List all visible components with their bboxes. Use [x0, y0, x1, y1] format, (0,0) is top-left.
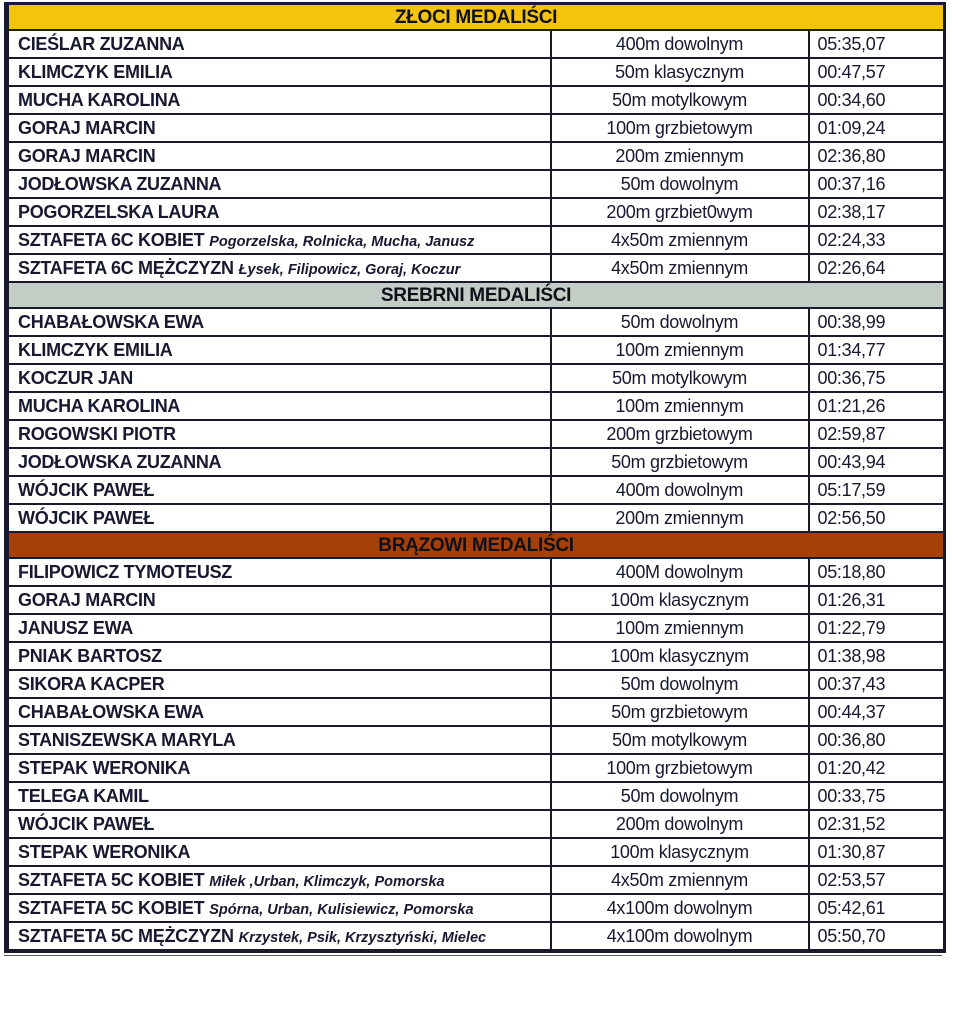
name-cell [7, 894, 551, 922]
name-cell [7, 58, 551, 86]
bottom-rule [4, 955, 942, 956]
time-cell: 05:18,80 [809, 558, 945, 586]
name-cell [7, 922, 551, 951]
event-cell: 400m dowolnym [551, 30, 809, 58]
time-cell: 00:33,75 [809, 782, 945, 810]
name-cell [7, 30, 551, 58]
table-row [7, 838, 945, 866]
event-cell: 50m dowolnym [551, 308, 809, 336]
name-cell [7, 614, 551, 642]
athlete-name: KLIMCZYK EMILIA [18, 340, 173, 360]
name-cell [7, 308, 551, 336]
athlete-name: GORAJ MARCIN [18, 590, 156, 610]
table-row [7, 364, 945, 392]
athlete-name: SZTAFETA 5C KOBIET [18, 897, 205, 918]
name-cell [7, 476, 551, 504]
athlete-name: SZTAFETA 6C KOBIET [18, 229, 205, 250]
time-cell: 02:26,64 [809, 254, 945, 282]
event-cell: 200m zmiennym [551, 504, 809, 532]
athlete-name: JANUSZ EWA [18, 618, 134, 638]
event-cell: 4x100m dowolnym [551, 894, 809, 922]
name-cell [7, 754, 551, 782]
event-cell: 100m klasycznym [551, 586, 809, 614]
athlete-name: SZTAFETA 5C KOBIET [18, 869, 205, 890]
event-cell: 200m grzbiet0wym [551, 198, 809, 226]
name-cell [7, 642, 551, 670]
athlete-name: MUCHA KAROLINA [18, 396, 181, 416]
event-cell: 50m dowolnym [551, 170, 809, 198]
name-cell [7, 254, 551, 282]
name-cell [7, 364, 551, 392]
name-cell [7, 226, 551, 254]
table-row [7, 670, 945, 698]
time-cell: 00:47,57 [809, 58, 945, 86]
name-cell [7, 586, 551, 614]
time-cell: 02:24,33 [809, 226, 945, 254]
table-row [7, 558, 945, 586]
event-cell: 50m motylkowym [551, 726, 809, 754]
athlete-name: SZTAFETA 6C MĘŻCZYZN [18, 257, 234, 278]
time-cell: 00:36,80 [809, 726, 945, 754]
time-cell: 01:22,79 [809, 614, 945, 642]
table-row [7, 114, 945, 142]
event-cell: 200m zmiennym [551, 142, 809, 170]
athlete-name: KOCZUR JAN [18, 368, 134, 388]
time-cell: 01:38,98 [809, 642, 945, 670]
name-cell [7, 114, 551, 142]
athlete-name: MUCHA KAROLINA [18, 90, 181, 110]
table-row [7, 86, 945, 114]
event-cell: 50m dowolnym [551, 670, 809, 698]
event-cell: 50m grzbietowym [551, 698, 809, 726]
event-cell: 400m dowolnym [551, 476, 809, 504]
table-row [7, 894, 945, 922]
table-row [7, 726, 945, 754]
table-row [7, 698, 945, 726]
event-cell: 100m zmiennym [551, 336, 809, 364]
name-cell [7, 336, 551, 364]
time-cell: 01:34,77 [809, 336, 945, 364]
section-title: BRĄZOWI MEDALIŚCI [7, 532, 945, 558]
name-cell [7, 670, 551, 698]
section-title: SREBRNI MEDALIŚCI [7, 282, 945, 308]
name-cell [7, 420, 551, 448]
time-cell: 00:34,60 [809, 86, 945, 114]
name-cell [7, 838, 551, 866]
table-row [7, 922, 945, 951]
athlete-name: POGORZELSKA LAURA [18, 202, 220, 222]
event-cell: 200m dowolnym [551, 810, 809, 838]
athlete-name: STEPAK WERONIKA [18, 842, 191, 862]
time-cell: 05:35,07 [809, 30, 945, 58]
name-cell [7, 448, 551, 476]
name-cell [7, 782, 551, 810]
time-cell: 01:09,24 [809, 114, 945, 142]
time-cell: 00:37,43 [809, 670, 945, 698]
athlete-name: ROGOWSKI PIOTR [18, 424, 176, 444]
athlete-name: WÓJCIK PAWEŁ [18, 814, 155, 834]
table-body [7, 4, 945, 952]
table-row [7, 810, 945, 838]
event-cell: 100m zmiennym [551, 614, 809, 642]
event-cell: 400M dowolnym [551, 558, 809, 586]
athlete-name: JODŁOWSKA ZUZANNA [18, 452, 222, 472]
table-row [7, 782, 945, 810]
table-row [7, 30, 945, 58]
table-row [7, 58, 945, 86]
name-cell [7, 726, 551, 754]
event-cell: 50m motylkowym [551, 364, 809, 392]
name-cell [7, 392, 551, 420]
name-cell [7, 810, 551, 838]
table-row [7, 198, 945, 226]
time-cell: 05:17,59 [809, 476, 945, 504]
event-cell: 100m grzbietowym [551, 754, 809, 782]
table-row [7, 308, 945, 336]
table-row [7, 254, 945, 282]
athlete-name: CIEŚLAR ZUZANNA [18, 34, 185, 54]
relay-members: Spórna, Urban, Kulisiewicz, Pomorska [209, 901, 474, 918]
event-cell: 50m dowolnym [551, 782, 809, 810]
time-cell: 02:59,87 [809, 420, 945, 448]
table-row [7, 420, 945, 448]
event-cell: 100m zmiennym [551, 392, 809, 420]
athlete-name: WÓJCIK PAWEŁ [18, 480, 155, 500]
athlete-name: FILIPOWICZ TYMOTEUSZ [18, 562, 232, 582]
time-cell: 00:43,94 [809, 448, 945, 476]
table-row [7, 614, 945, 642]
time-cell: 01:26,31 [809, 586, 945, 614]
athlete-name: JODŁOWSKA ZUZANNA [18, 174, 222, 194]
time-cell: 01:30,87 [809, 838, 945, 866]
time-cell: 01:21,26 [809, 392, 945, 420]
athlete-name: WÓJCIK PAWEŁ [18, 508, 155, 528]
time-cell: 00:44,37 [809, 698, 945, 726]
table-row [7, 226, 945, 254]
time-cell: 02:56,50 [809, 504, 945, 532]
relay-members: Miłek ,Urban, Klimczyk, Pomorska [209, 873, 445, 890]
section-header-row [7, 532, 945, 558]
table-row [7, 142, 945, 170]
table-row [7, 586, 945, 614]
event-cell: 50m klasycznym [551, 58, 809, 86]
time-cell: 00:38,99 [809, 308, 945, 336]
name-cell [7, 698, 551, 726]
name-cell [7, 142, 551, 170]
time-cell: 01:20,42 [809, 754, 945, 782]
event-cell: 100m klasycznym [551, 642, 809, 670]
athlete-name: SZTAFETA 5C MĘŻCZYZN [18, 925, 234, 946]
athlete-name: GORAJ MARCIN [18, 118, 156, 138]
athlete-name: CHABAŁOWSKA EWA [18, 312, 204, 332]
athlete-name: STEPAK WERONIKA [18, 758, 191, 778]
relay-members: Pogorzelska, Rolnicka, Mucha, Janusz [209, 233, 475, 250]
athlete-name: CHABAŁOWSKA EWA [18, 702, 204, 722]
time-cell: 00:37,16 [809, 170, 945, 198]
athlete-name: STANISZEWSKA MARYLA [18, 730, 236, 750]
name-cell [7, 198, 551, 226]
medal-results-table [4, 2, 946, 953]
time-cell: 02:31,52 [809, 810, 945, 838]
athlete-name: TELEGA KAMIL [18, 786, 149, 806]
name-cell [7, 504, 551, 532]
time-cell: 00:36,75 [809, 364, 945, 392]
event-cell: 100m klasycznym [551, 838, 809, 866]
name-cell [7, 170, 551, 198]
relay-members: Łysek, Filipowicz, Goraj, Koczur [238, 261, 461, 278]
event-cell: 4x100m dowolnym [551, 922, 809, 951]
table-row [7, 336, 945, 364]
name-cell [7, 86, 551, 114]
relay-members: Krzystek, Psik, Krzysztyński, Mielec [238, 929, 487, 946]
event-cell: 50m grzbietowym [551, 448, 809, 476]
time-cell: 02:38,17 [809, 198, 945, 226]
athlete-name: PNIAK BARTOSZ [18, 646, 162, 666]
event-cell: 4x50m zmiennym [551, 254, 809, 282]
table-row [7, 170, 945, 198]
event-cell: 200m grzbietowym [551, 420, 809, 448]
event-cell: 4x50m zmiennym [551, 226, 809, 254]
athlete-name: GORAJ MARCIN [18, 146, 156, 166]
table-row [7, 642, 945, 670]
section-title: ZŁOCI MEDALIŚCI [7, 4, 945, 31]
section-header-row [7, 4, 945, 31]
time-cell: 02:53,57 [809, 866, 945, 894]
athlete-name: KLIMCZYK EMILIA [18, 62, 173, 82]
name-cell [7, 866, 551, 894]
section-header-row [7, 282, 945, 308]
athlete-name: SIKORA KACPER [18, 674, 165, 694]
table-row [7, 504, 945, 532]
time-cell: 05:42,61 [809, 894, 945, 922]
table-row [7, 476, 945, 504]
table-row [7, 754, 945, 782]
event-cell: 4x50m zmiennym [551, 866, 809, 894]
event-cell: 50m motylkowym [551, 86, 809, 114]
table-row [7, 448, 945, 476]
time-cell: 05:50,70 [809, 922, 945, 951]
table-row [7, 392, 945, 420]
time-cell: 02:36,80 [809, 142, 945, 170]
name-cell [7, 558, 551, 586]
event-cell: 100m grzbietowym [551, 114, 809, 142]
table-row [7, 866, 945, 894]
